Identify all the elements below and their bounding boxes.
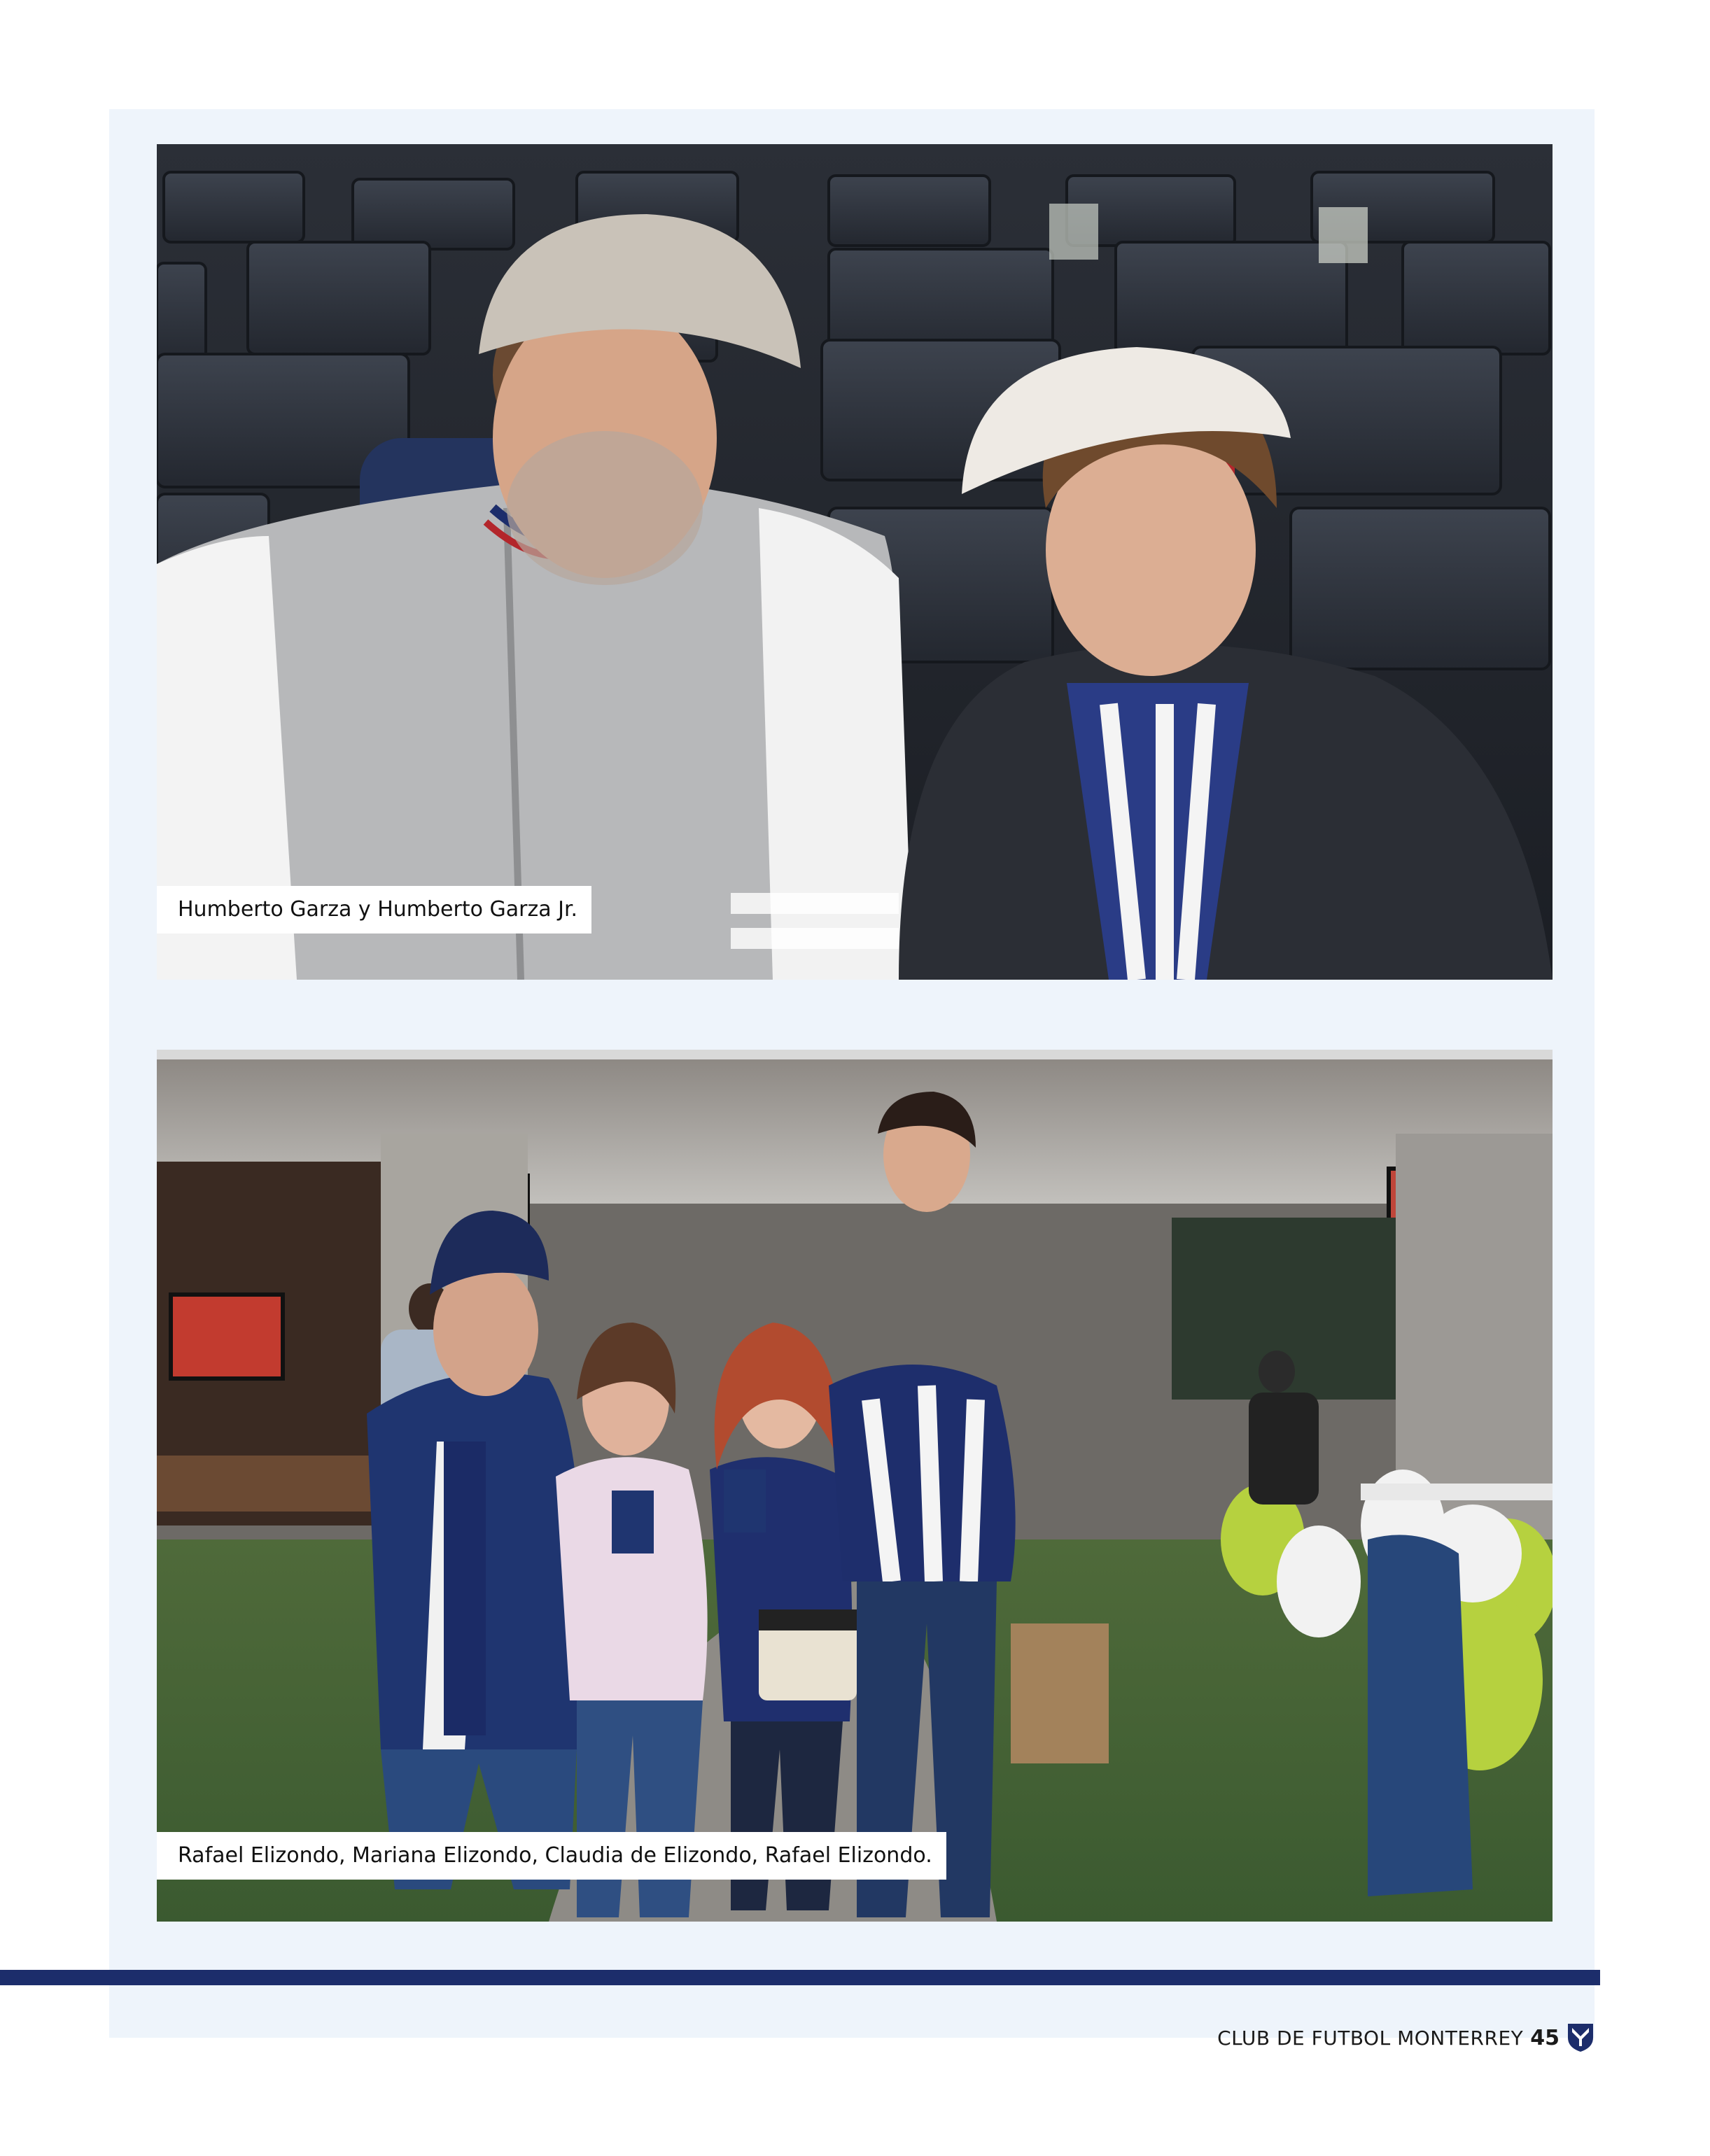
photo-caption: Humberto Garza y Humberto Garza Jr. (157, 886, 591, 933)
page-number: 45 (1530, 2025, 1560, 2050)
photo-lounge (157, 1050, 1553, 1922)
publication-title: CLUB DE FUTBOL MONTERREY (1217, 2026, 1524, 2050)
photo-stadium (157, 144, 1553, 980)
club-crest-icon (1567, 2022, 1595, 2053)
photo-caption: Rafael Elizondo, Mariana Elizondo, Claudia de Elizondo, Rafael Elizondo. (157, 1832, 946, 1880)
page-footer (1217, 2022, 1595, 2053)
photo-stadium-image (157, 144, 1553, 980)
footer-rule (0, 1970, 1600, 1985)
photo-lounge-image (157, 1050, 1553, 1922)
